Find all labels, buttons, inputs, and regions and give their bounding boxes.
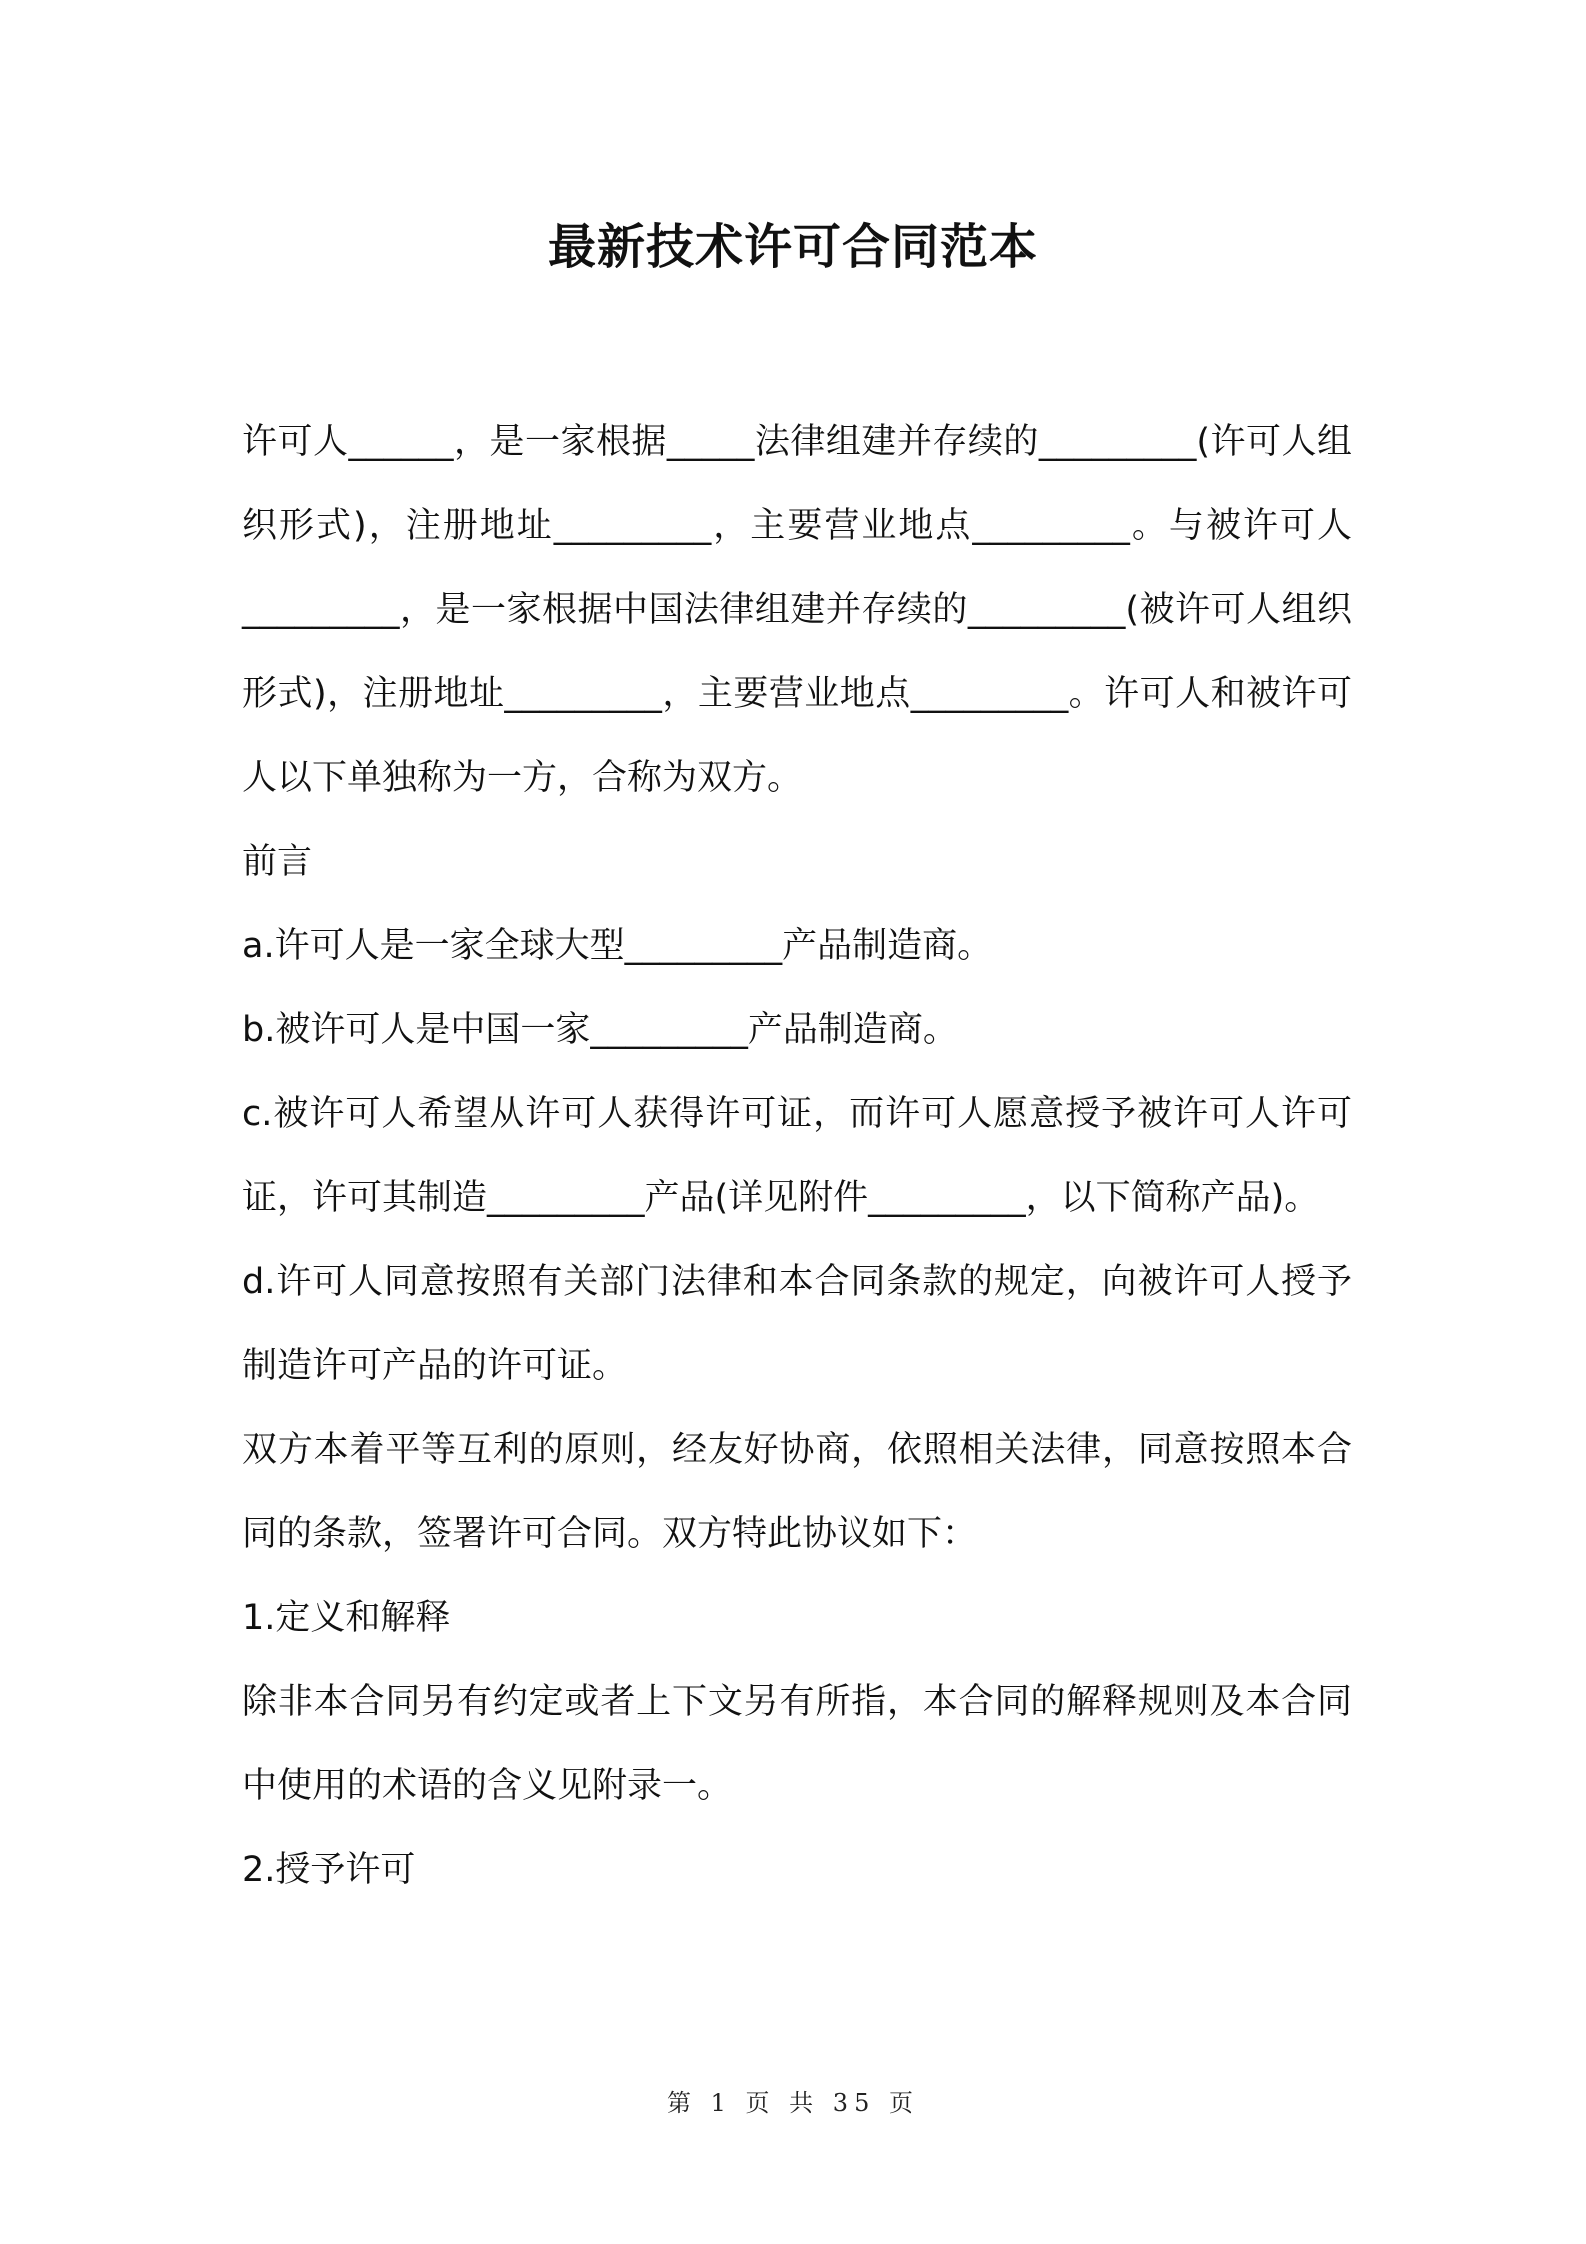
agreement-intro-paragraph: 双方本着平等互利的原则，经友好协商，依照相关法律，同意按照本合同的条款，签署许可合同。双方特此协议如下： — [242, 1430, 1352, 1554]
preamble-item-b: b.被许可人是中国一家_________产品制造商。 — [242, 1010, 958, 1050]
preamble-item-c: c.被许可人希望从许可人获得许可证，而许可人愿意授予被许可人许可证，许可其制造_________产品(详见附件_________，以下简称产品)。 — [242, 1094, 1352, 1218]
document-title: 最新技术许可合同范本 — [547, 219, 1038, 275]
section-heading-grant-of-license: 2.授予许可 — [242, 1850, 416, 1890]
preamble-item-d: d.许可人同意按照有关部门法律和本合同条款的规定，向被许可人授予制造许可产品的许可证。 — [242, 1262, 1352, 1386]
page-number-footer: 第 1 页 共 35 页 — [667, 2089, 919, 2117]
definitions-paragraph: 除非本合同另有约定或者上下文另有所指，本合同的解释规则及本合同中使用的术语的含义见附录一。 — [242, 1682, 1352, 1806]
document-body — [242, 400, 1352, 1912]
preamble-heading: 前言 — [242, 842, 313, 882]
section-heading-definitions: 1.定义和解释 — [242, 1598, 451, 1638]
preamble-item-a: a.许可人是一家全球大型_________产品制造商。 — [242, 926, 993, 966]
parties-paragraph: 许可人______，是一家根据_____法律组建并存续的_________(许可人组织形式)，注册地址_________，主要营业地点_________。与被许可人_________，是一家根据中国法律组建并存续的_________(被许可人组织形式)，注册地址_________，主要营业地点_________。许可人和被许可人以下单独称为一方，合称为双方。 — [242, 422, 1352, 798]
